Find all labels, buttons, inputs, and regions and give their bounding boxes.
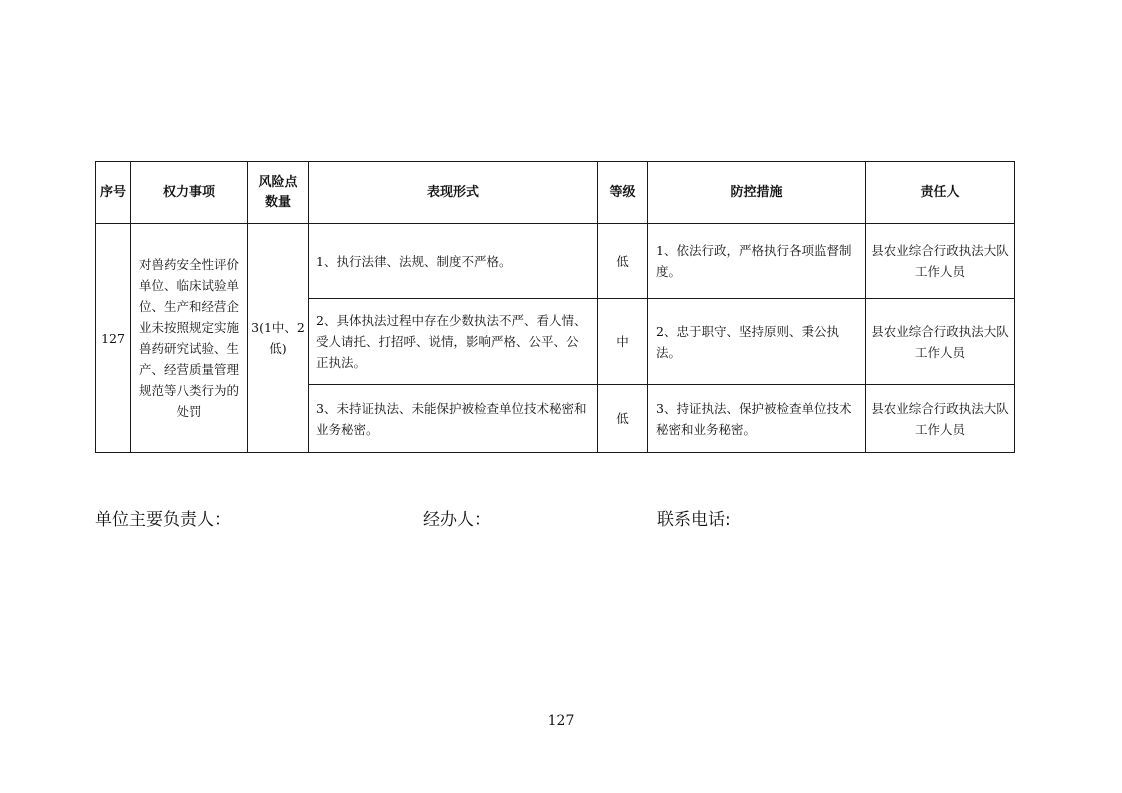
footer-phone-label: 联系电话:	[657, 510, 731, 530]
cell-form: 3、未持证执法、未能保护被检查单位技术秘密和业务秘密。	[309, 385, 598, 453]
cell-risk-count: 3(1中、2低)	[248, 224, 309, 453]
cell-person: 县农业综合行政执法大队工作人员	[866, 224, 1015, 299]
cell-matter: 对兽药安全性评价单位、临床试验单位、生产和经营企业未按照规定实施兽药研究试验、生产、经营质量管理规范等八类行为的处罚	[131, 224, 248, 453]
header-risk-count-line1: 风险点	[258, 174, 298, 190]
footer-handler-label: 经办人：	[423, 510, 491, 530]
header-seq: 序号	[96, 162, 131, 224]
table-row	[96, 224, 1015, 299]
header-person: 责任人	[866, 162, 1015, 224]
header-measures: 防控措施	[648, 162, 866, 224]
table-header-row	[96, 162, 1015, 224]
cell-seq: 127	[96, 224, 131, 453]
footer-leader-label: 单位主要负责人：	[95, 510, 231, 530]
header-level: 等级	[598, 162, 648, 224]
cell-level: 低	[598, 385, 648, 453]
header-form: 表现形式	[309, 162, 598, 224]
header-risk-count-line2: 数量	[264, 194, 291, 210]
cell-person: 县农业综合行政执法大队工作人员	[866, 299, 1015, 385]
cell-level: 中	[598, 299, 648, 385]
risk-control-table	[95, 161, 1015, 453]
cell-measure: 1、依法行政，严格执行各项监督制度。	[648, 224, 866, 299]
page-number: 127	[547, 713, 575, 729]
cell-measure: 2、忠于职守、坚持原则、秉公执法。	[648, 299, 866, 385]
header-matter: 权力事项	[131, 162, 248, 224]
header-risk-count	[248, 162, 309, 224]
cell-form: 1、执行法律、法规、制度不严格。	[309, 224, 598, 299]
cell-measure: 3、持证执法、保护被检查单位技术秘密和业务秘密。	[648, 385, 866, 453]
cell-form: 2、具体执法过程中存在少数执法不严、看人情、受人请托、打招呼、说情，影响严格、公平、公正执法。	[309, 299, 598, 385]
cell-person: 县农业综合行政执法大队工作人员	[866, 385, 1015, 453]
cell-level: 低	[598, 224, 648, 299]
